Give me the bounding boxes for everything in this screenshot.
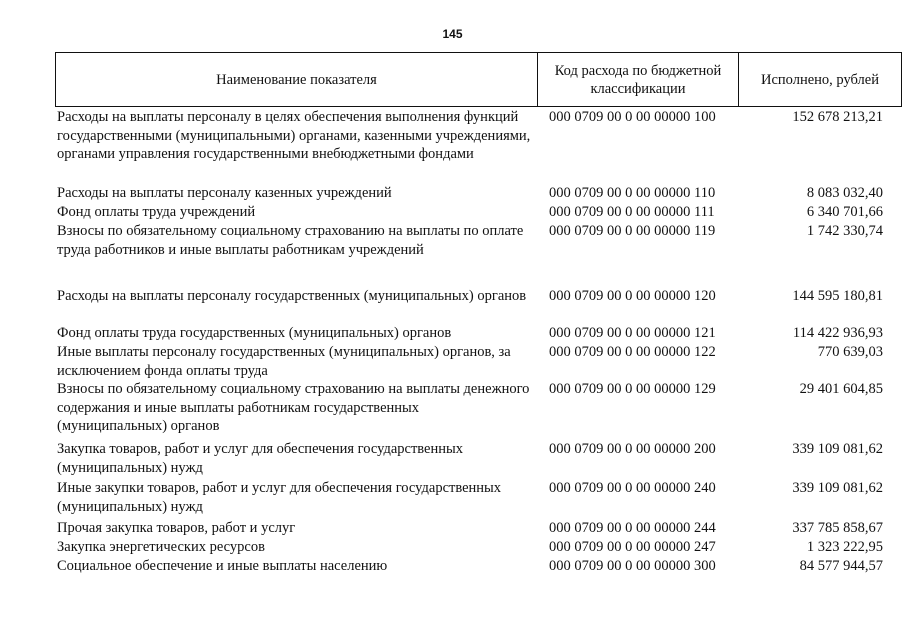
row-value: 1 742 330,74: [806, 223, 883, 239]
row-code: 000 0709 00 0 00 00000 111: [549, 204, 715, 220]
row-name: Закупка товаров, работ и услуг для обеспечения государственных (муниципальных) нужд: [57, 441, 464, 476]
header-code: Код расхода по бюджетной классификации: [538, 53, 739, 106]
row-value: 339 109 081,62: [792, 480, 883, 496]
row-name: Социальное обеспечение и иные выплаты населению: [57, 558, 388, 574]
header-executed: Исполнено, рублей: [761, 71, 879, 88]
row-value: 29 401 604,85: [799, 381, 883, 397]
row-name: Иные закупки товаров, работ и услуг для обеспечения государственных (муниципальных) нужд: [57, 480, 502, 515]
row-value: 339 109 081,62: [792, 441, 883, 457]
row-value: 84 577 944,57: [799, 558, 883, 574]
row-name: Иные выплаты персоналу государственных (муниципальных) органов, за исключением фонда оплаты труда: [57, 344, 511, 379]
row-code: 000 0709 00 0 00 00000 300: [549, 558, 716, 574]
row-code: 000 0709 00 0 00 00000 244: [549, 520, 716, 536]
row-value: 114 422 936,93: [792, 325, 883, 341]
row-code: 000 0709 00 0 00 00000 110: [549, 185, 716, 201]
row-name: Прочая закупка товаров, работ и услуг: [57, 520, 296, 536]
row-name: Расходы на выплаты персоналу казенных учреждений: [57, 185, 392, 201]
row-code: 000 0709 00 0 00 00000 240: [549, 480, 716, 496]
row-code: 000 0709 00 0 00 00000 100: [549, 109, 716, 125]
row-name: Взносы по обязательному социальному страхованию на выплаты денежного содержания и иные выплаты работникам государственных (муниципальных) органов: [57, 381, 530, 435]
row-value: 144 595 180,81: [792, 288, 883, 304]
row-code: 000 0709 00 0 00 00000 120: [549, 288, 716, 304]
row-code: 000 0709 00 0 00 00000 121: [549, 325, 716, 341]
row-name: Расходы на выплаты персоналу государственных (муниципальных) органов: [57, 288, 527, 304]
table-header: [55, 52, 902, 107]
row-value: 1 323 222,95: [806, 539, 883, 555]
row-name: Фонд оплаты труда учреждений: [57, 204, 256, 220]
row-value: 6 340 701,66: [806, 204, 883, 220]
row-name: Расходы на выплаты персоналу в целях обеспечения выполнения функций государственными (муниципальными) органами, казенными учреждениями, органами управления государственными внебюджетными фондами: [57, 109, 531, 163]
row-name: Закупка энергетических ресурсов: [57, 539, 265, 555]
row-value: 152 678 213,21: [792, 109, 883, 125]
row-value: 337 785 858,67: [792, 520, 883, 536]
row-name: Фонд оплаты труда государственных (муниципальных) органов: [57, 325, 452, 341]
row-code: 000 0709 00 0 00 00000 200: [549, 441, 716, 457]
row-value: 770 639,03: [817, 344, 883, 360]
row-name: Взносы по обязательному социальному страхованию на выплаты по оплате труда работников и иные выплаты работникам учреждений: [57, 223, 524, 258]
row-value: 8 083 032,40: [806, 185, 883, 201]
row-code: 000 0709 00 0 00 00000 119: [549, 223, 716, 239]
row-code: 000 0709 00 0 00 00000 247: [549, 539, 716, 555]
header-name: Наименование показателя: [56, 53, 538, 106]
row-code: 000 0709 00 0 00 00000 122: [549, 344, 716, 360]
page-number: 145: [442, 27, 463, 41]
row-code: 000 0709 00 0 00 00000 129: [549, 381, 716, 397]
